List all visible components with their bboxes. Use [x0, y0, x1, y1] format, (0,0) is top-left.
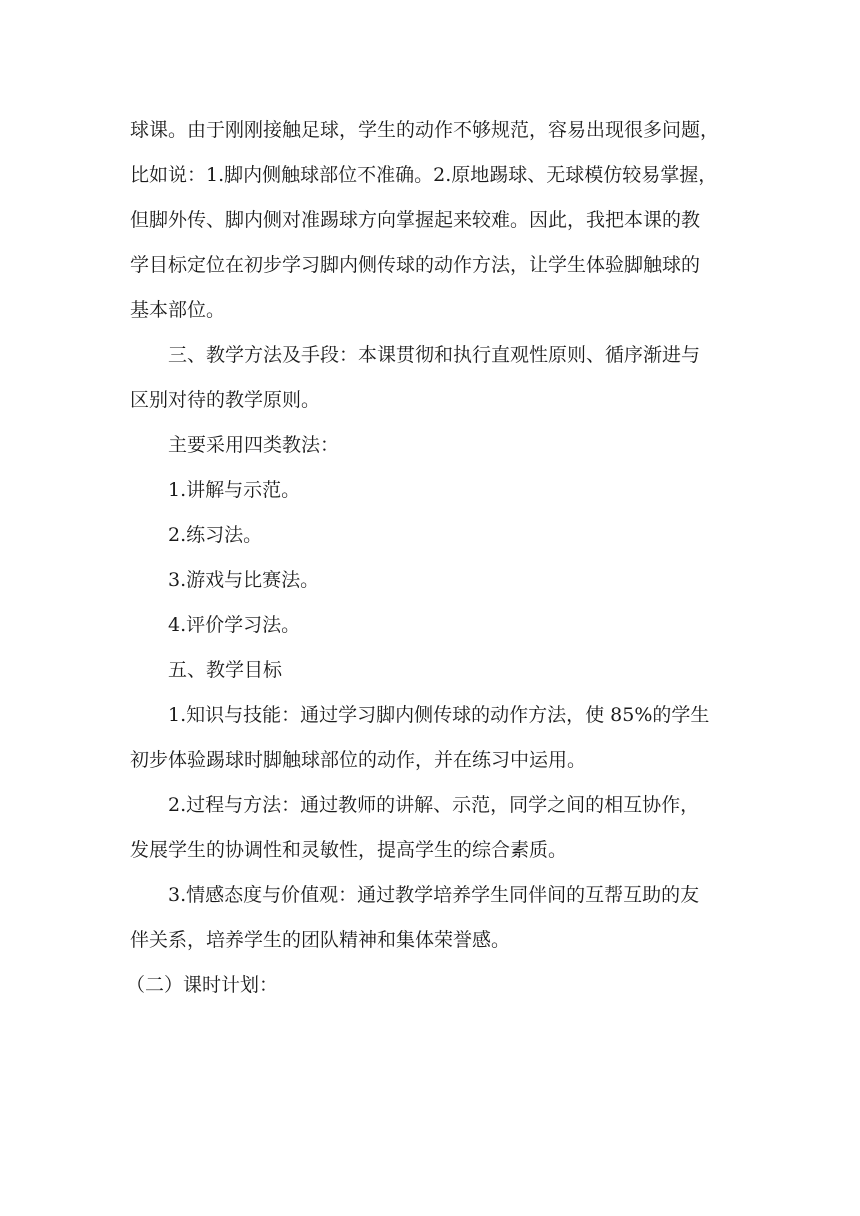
text-line: 3.游戏与比赛法。 — [168, 569, 320, 591]
subheading-lesson-plan: （二）课时计划： — [126, 974, 279, 996]
text-line: 4.评价学习法。 — [168, 614, 301, 636]
document-body — [126, 108, 730, 1008]
text-line: 3.情感态度与价值观：通过教学培养学生同伴间的互帮互助的友 — [168, 884, 700, 906]
text-line: 但脚外传、脚内侧对准踢球方向掌握起来较难。因此，我把本课的教 — [130, 209, 701, 231]
text-line: 初步体验踢球时脚触球部位的动作，并在练习中运用。 — [130, 749, 587, 771]
text-line: 三、教学方法及手段：本课贯彻和执行直观性原则、循序渐进与 — [168, 344, 701, 366]
list-item-method-1 — [130, 468, 730, 513]
text-line: 球课。由于刚刚接触足球，学生的动作不够规范，容易出现很多问题， — [130, 119, 720, 141]
paragraph-teaching-methods — [130, 333, 730, 423]
text-line: 学目标定位在初步学习脚内侧传球的动作方法，让学生体验脚触球的 — [130, 254, 701, 276]
paragraph-goal-process-methods — [130, 783, 730, 873]
paragraph-teaching-difficulty — [130, 108, 730, 333]
text-line: 2.过程与方法：通过教师的讲解、示范，同学之间的相互协作， — [168, 794, 700, 816]
text-line: 主要采用四类教法： — [168, 434, 340, 456]
text-line: 2.练习法。 — [168, 524, 263, 546]
text-line: 发展学生的协调性和灵敏性，提高学生的综合素质。 — [130, 839, 568, 861]
list-item-method-2 — [130, 513, 730, 558]
text-line: 基本部位。 — [130, 299, 226, 321]
text-line: 五、教学目标 — [168, 659, 283, 681]
text-line: 比如说：1.脚内侧触球部位不准确。2.原地踢球、无球模仿较易掌握， — [130, 164, 718, 186]
list-item-method-3 — [130, 558, 730, 603]
section-heading-teaching-goals — [130, 648, 730, 693]
paragraph-goal-knowledge-skills — [130, 693, 730, 783]
paragraph-four-methods-intro — [130, 423, 730, 468]
list-item-method-4 — [130, 603, 730, 648]
text-line: 区别对待的教学原则。 — [130, 389, 321, 411]
paragraph-goal-attitude-values — [130, 873, 730, 963]
text-line: 1.讲解与示范。 — [168, 479, 301, 501]
text-line: 1.知识与技能：通过学习脚内侧传球的动作方法，使 85%的学生 — [168, 704, 710, 726]
text-line: 伴关系，培养学生的团队精神和集体荣誉感。 — [130, 929, 511, 951]
